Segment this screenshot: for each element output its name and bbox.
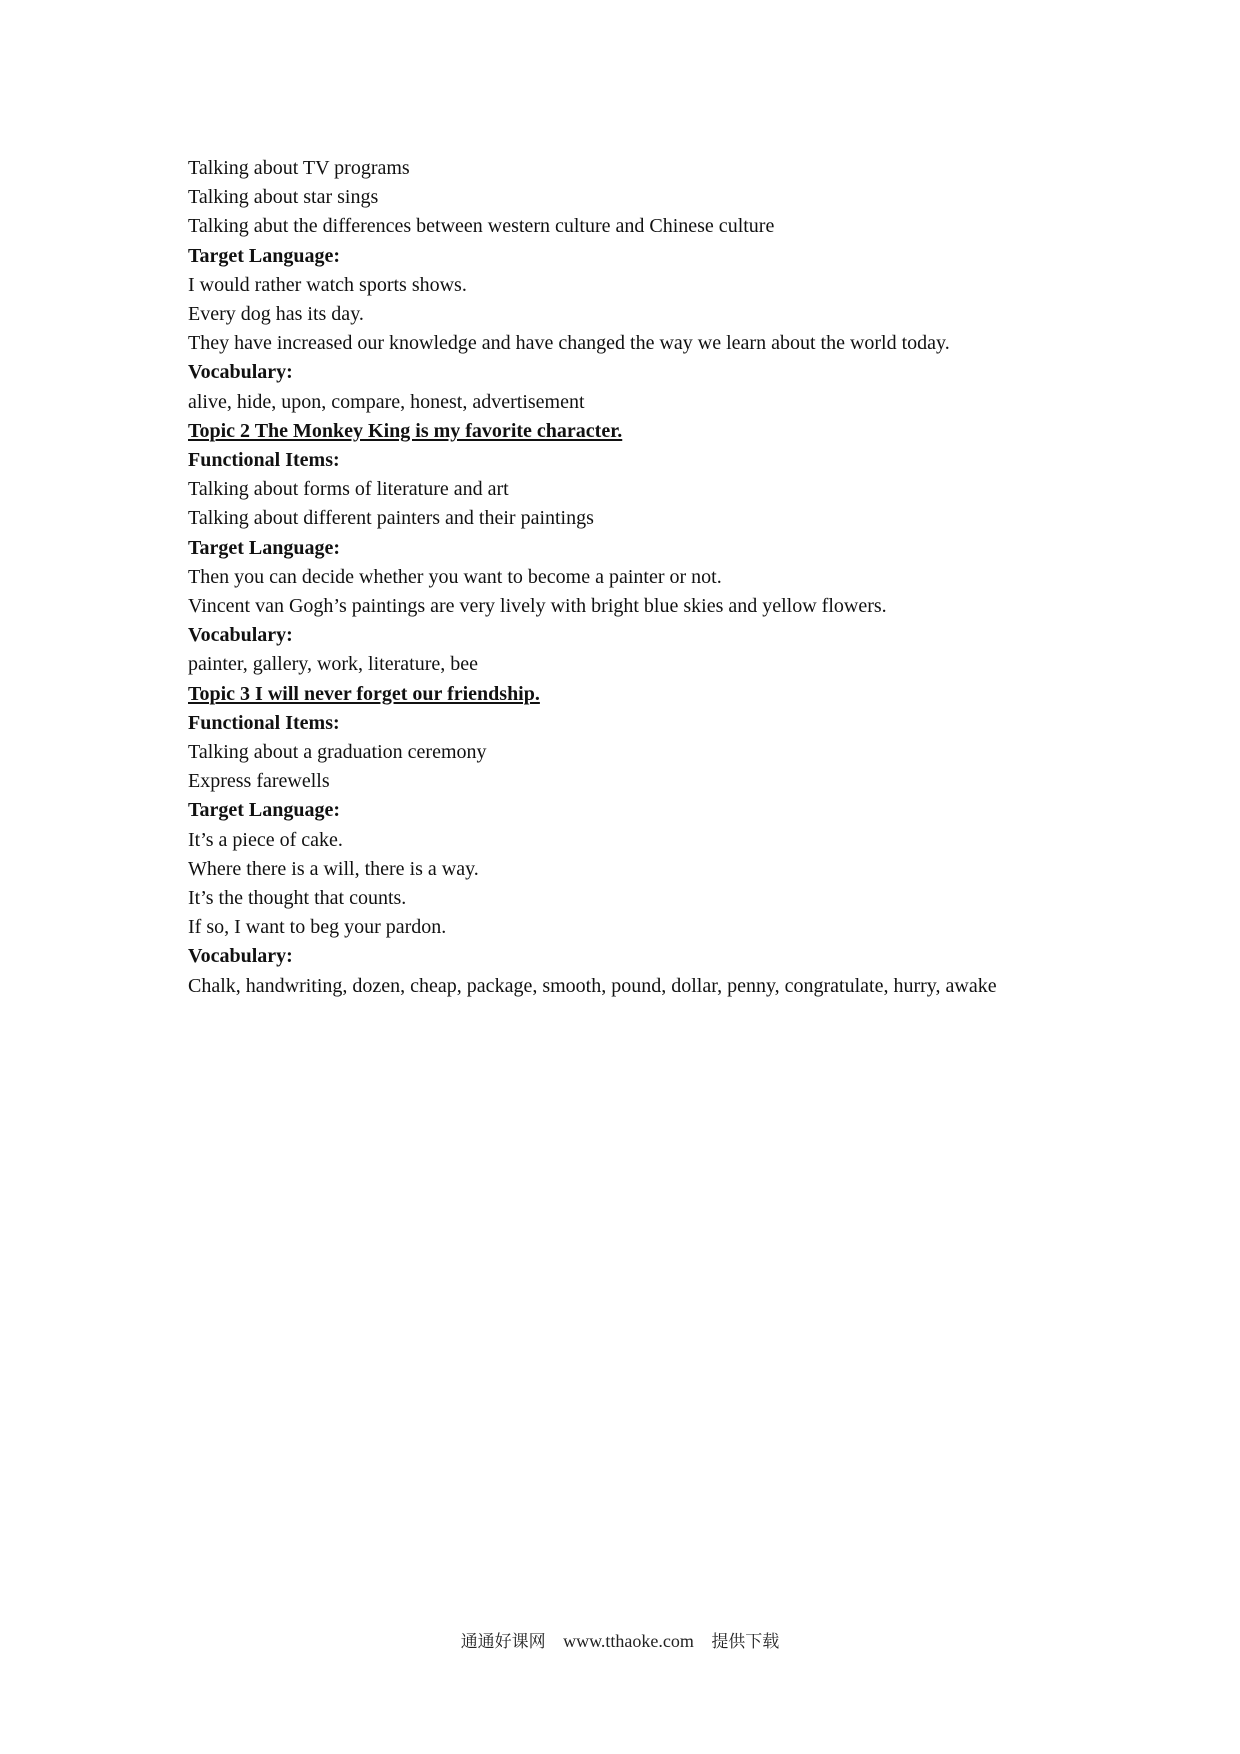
body-line: Where there is a will, there is a way. — [188, 857, 479, 880]
body-line: Vincent van Gogh’s paintings are very lively with bright blue skies and yellow flowers. — [188, 595, 887, 618]
document-body — [188, 154, 1058, 1001]
vocabulary-list: Chalk, handwriting, dozen, cheap, package, smooth, pound, dollar, penny, congratulate, hurry, awake — [188, 974, 997, 997]
body-line: Talking about star sings — [188, 186, 379, 209]
body-line: Talking about different painters and their paintings — [188, 507, 594, 530]
body-line: Talking about a graduation ceremony — [188, 741, 487, 764]
section-heading: Target Language: — [188, 799, 341, 822]
body-line: alive, hide, upon, compare, honest, advertisement — [188, 390, 585, 413]
section-heading: Vocabulary: — [188, 624, 293, 647]
body-line: Then you can decide whether you want to become a painter or not. — [188, 565, 722, 588]
topic-title: Topic 2 The Monkey King is my favorite character. — [188, 419, 623, 442]
section-heading: Vocabulary: — [188, 945, 293, 968]
section-heading: Functional Items: — [188, 449, 340, 472]
body-line: Every dog has its day. — [188, 303, 364, 326]
body-line: Talking about TV programs — [188, 157, 410, 179]
body-line: painter, gallery, work, literature, bee — [188, 653, 478, 676]
footer-url-link[interactable]: www.tthaoke.com — [563, 1631, 694, 1651]
section-heading: Vocabulary: — [188, 361, 293, 384]
section-heading: Target Language: — [188, 536, 341, 559]
body-line: Talking about forms of literature and art — [188, 478, 509, 501]
body-line: Talking abut the differences between western culture and Chinese culture — [188, 215, 775, 238]
footer-suffix: 提供下载 — [711, 1632, 780, 1652]
section-heading: Functional Items: — [188, 711, 340, 734]
page-footer — [0, 1630, 1240, 1653]
body-line: Express farewells — [188, 770, 330, 793]
body-line: I would rather watch sports shows. — [188, 273, 467, 296]
footer-site-name: 通通好课网 — [460, 1632, 546, 1652]
topic-title: Topic 3 I will never forget our friendship. — [188, 682, 540, 705]
body-line: They have increased our knowledge and have changed the way we learn about the world today. — [188, 332, 950, 355]
body-line: It’s a piece of cake. — [188, 828, 343, 851]
section-heading: Target Language: — [188, 244, 341, 267]
body-line: It’s the thought that counts. — [188, 887, 407, 910]
body-line: If so, I want to beg your pardon. — [188, 916, 447, 939]
